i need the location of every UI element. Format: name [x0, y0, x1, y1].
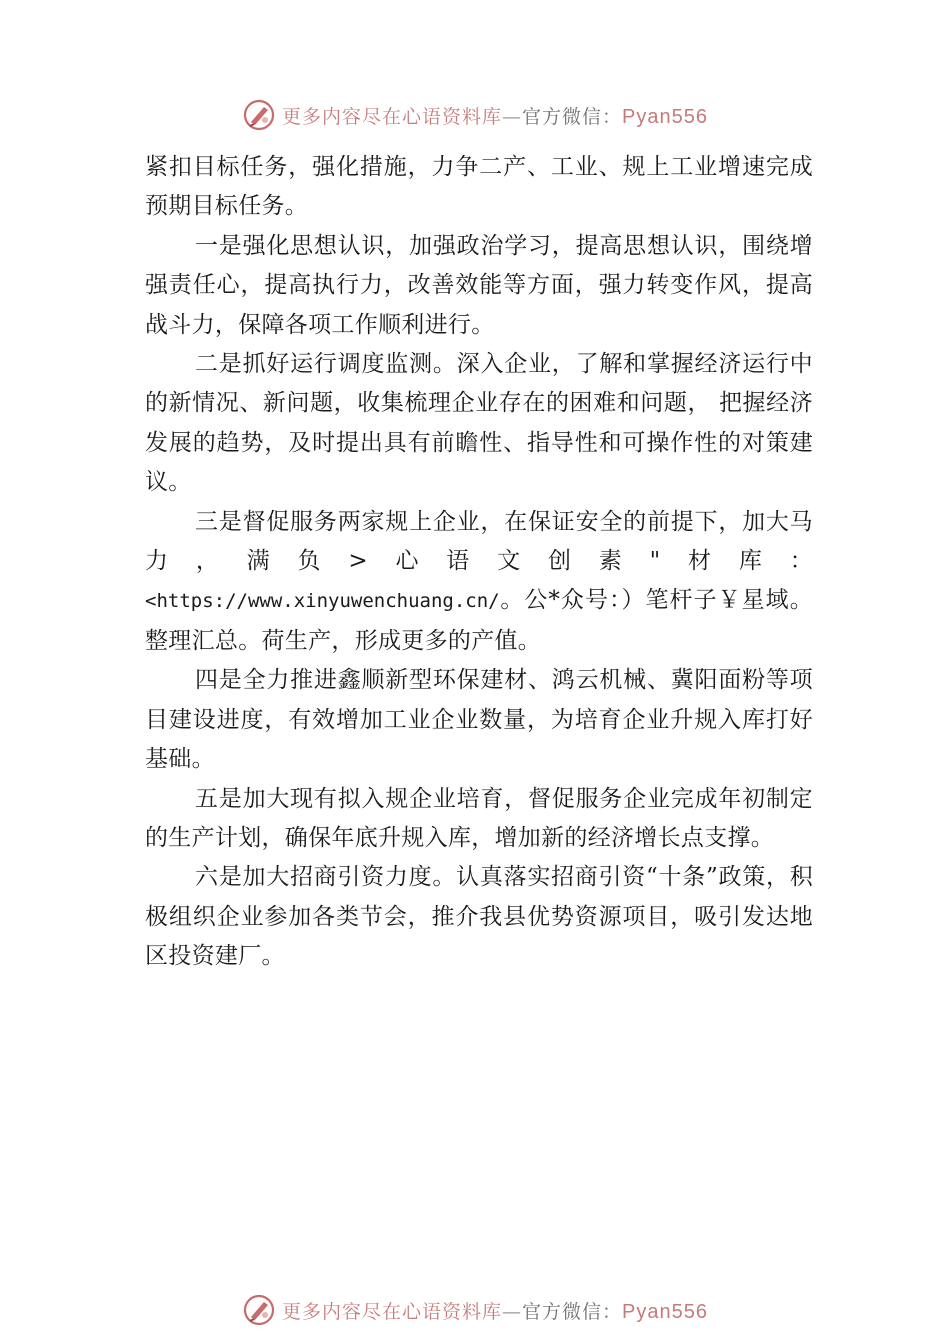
paragraph-item-3-text-a: 三是督促服务两家规上企业，在保证安全的前提下，加大马力，满负>心语文创素"材库： — [145, 508, 813, 575]
paragraph-item-3-url: <https://www.xinyuwenchuang.cn/ — [145, 590, 500, 613]
header-text — [282, 102, 708, 129]
paragraph-item-3 — [145, 503, 813, 662]
paragraph-item-1: 一是强化思想认识，加强政治学习，提高思想认识，围绕增强责任心，提高执行力，改善效能等方面，强力转变作风，提高战斗力，保障各项工作顺利进行。 — [145, 232, 813, 338]
footer-banner — [0, 1290, 950, 1330]
footer-wechat-label: 官方微信： — [522, 1300, 623, 1323]
footer-brand: 更多内容尽在心语资料库 — [282, 1300, 503, 1323]
document-body — [145, 148, 813, 977]
paragraph-item-4: 四是全力推进鑫顺新型环保建材、鸿云机械、冀阳面粉等项目建设进度，有效增加工业企业数量，为培育企业升规入库打好基础。 — [145, 667, 813, 773]
paragraph-item-5: 五是加大现有拟入规企业培育，督促服务企业完成年初制定的生产计划，确保年底升规入库，增加新的经济增长点支撑。 — [145, 785, 813, 851]
header-dash: — — [502, 105, 523, 128]
footer-dash: — — [502, 1300, 523, 1323]
header-brand: 更多内容尽在心语资料库 — [282, 105, 503, 128]
paragraph-item-6: 六是加大招商引资力度。认真落实招商引资“十条”政策，积极组织企业参加各类节会，推介我县优势资源项目，吸引发达地区投资建厂。 — [145, 864, 813, 970]
pen-seal-icon — [242, 98, 276, 132]
paragraph-item-2: 二是抓好运行调度监测。深入企业，了解和掌握经济运行中的新情况、新问题，收集梳理企业存在的困难和问题， 把握经济发展的趋势，及时提出具有前瞻性、指导性和可操作性的对策建议。 — [145, 351, 813, 496]
header-wechat-label: 官方微信： — [522, 105, 623, 128]
footer-text — [282, 1297, 708, 1324]
paragraph-item-3-text-b: 。公*众号：）笔杆子￥星域。整理汇总。荷生产，形成更多的产值。 — [145, 587, 813, 654]
pen-seal-icon — [242, 1293, 276, 1327]
footer-wechat-id: Pyan556 — [622, 1300, 708, 1323]
header-wechat-id: Pyan556 — [622, 105, 708, 128]
paragraph-intro: 紧扣目标任务，强化措施，力争二产、工业、规上工业增速完成预期目标任务。 — [145, 154, 813, 220]
header-banner — [0, 95, 950, 135]
